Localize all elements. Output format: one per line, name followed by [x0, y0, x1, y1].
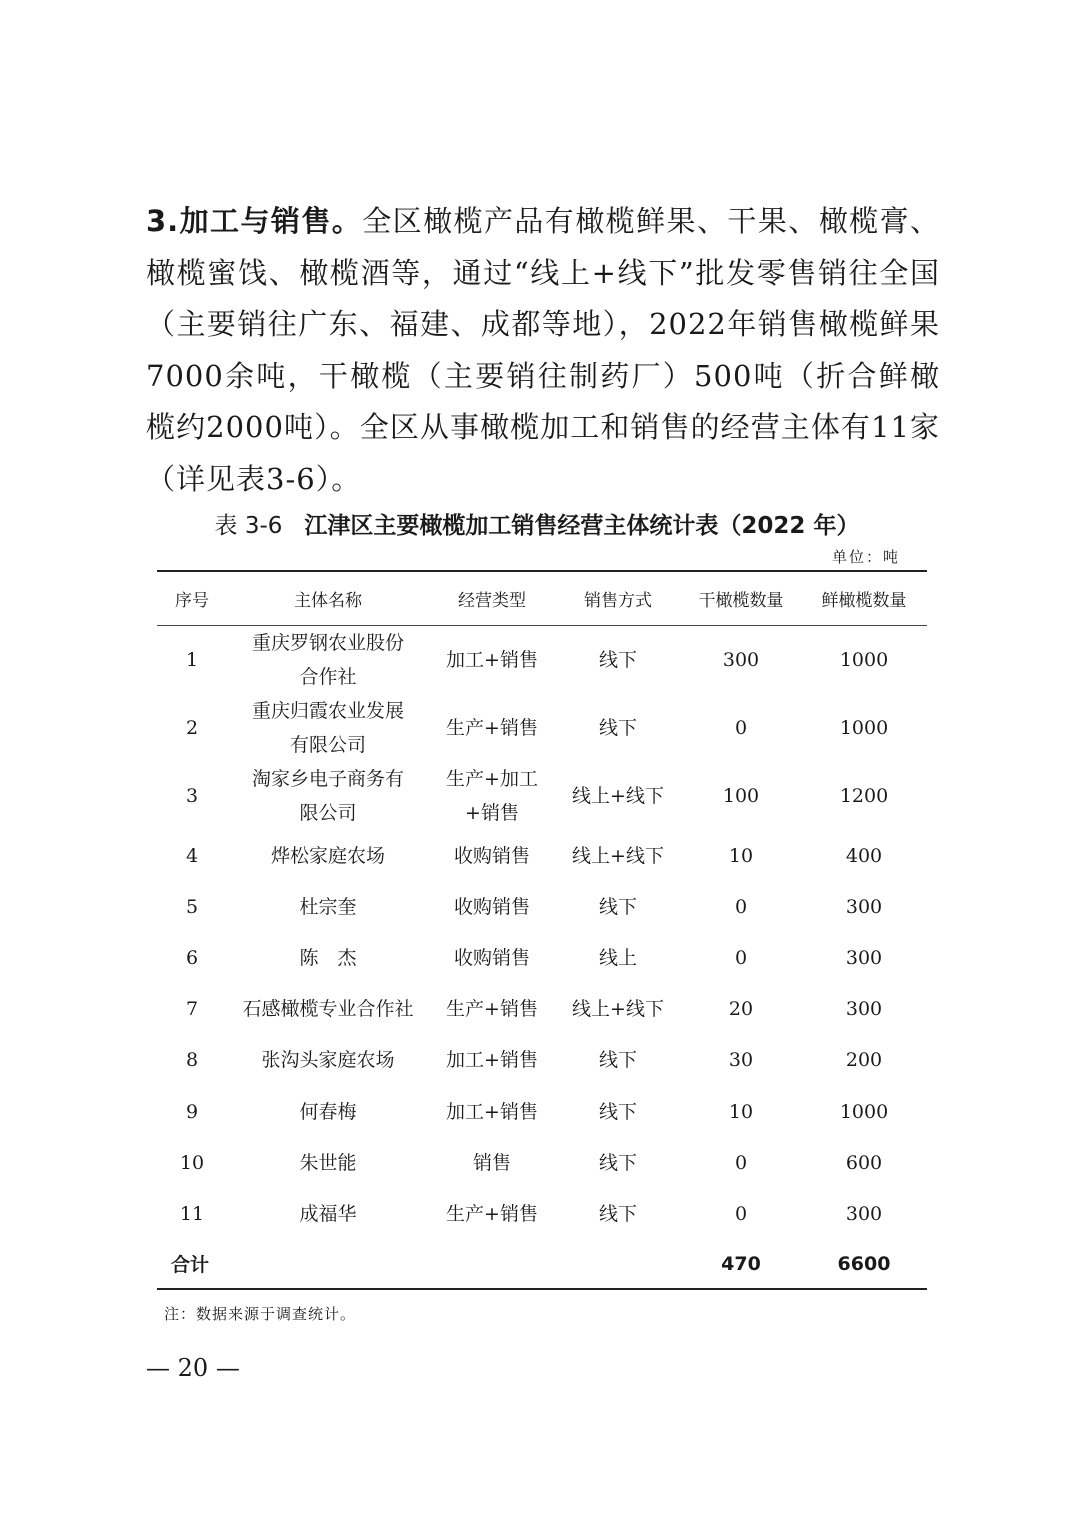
cell-name: 成福华 — [299, 1202, 357, 1225]
cell-dry: 0 — [734, 1151, 748, 1174]
cell-type: 销售 — [472, 1151, 511, 1174]
cell-dry: 0 — [734, 895, 748, 918]
total-label: 合计 — [171, 1254, 210, 1276]
cell-channel: 线上+线下 — [572, 785, 664, 807]
cell-fresh: 1200 — [839, 785, 889, 807]
cell-no: 8 — [185, 1049, 199, 1072]
cell-fresh: 1000 — [839, 717, 889, 739]
data-table — [157, 570, 927, 1290]
cell-fresh: 300 — [845, 946, 883, 969]
header-dry: 干橄榄数量 — [698, 591, 784, 611]
cell-channel: 线上+线下 — [572, 844, 664, 867]
cell-no: 6 — [185, 946, 199, 969]
cell-fresh: 1000 — [839, 649, 889, 671]
cell-dry: 0 — [734, 717, 748, 739]
table-row — [157, 1086, 927, 1137]
cell-type: 生产+销售 — [446, 717, 538, 739]
total-fresh: 6600 — [837, 1252, 891, 1275]
cell-dry: 30 — [728, 1049, 754, 1072]
cell-channel: 线下 — [598, 895, 637, 918]
table-row — [157, 881, 927, 932]
cell-no: 3 — [185, 785, 199, 807]
header-name: 主体名称 — [294, 591, 362, 611]
table-row — [157, 626, 927, 695]
table-total-row — [157, 1240, 927, 1289]
cell-no: 5 — [185, 895, 199, 918]
cell-type: 加工+销售 — [446, 1049, 538, 1072]
cell-no: 11 — [179, 1202, 205, 1225]
cell-fresh: 1000 — [839, 1100, 889, 1123]
header-channel: 销售方式 — [584, 591, 652, 611]
table-unit: 单位：吨 — [831, 548, 900, 566]
cell-channel: 线下 — [598, 1151, 637, 1174]
cell-type: 收购销售 — [453, 946, 530, 969]
cell-type: 收购销售 — [453, 895, 530, 918]
cell-dry: 20 — [728, 998, 754, 1021]
header-fresh: 鲜橄榄数量 — [821, 591, 907, 611]
cell-channel: 线上+线下 — [572, 998, 664, 1021]
cell-no: 2 — [185, 717, 199, 739]
cell-channel: 线上 — [598, 946, 637, 969]
section-heading: 3.加工与销售。 — [146, 204, 363, 238]
cell-no: 4 — [185, 844, 199, 867]
cell-no: 10 — [179, 1151, 205, 1174]
cell-name: 石感橄榄专业合作社 — [242, 998, 414, 1021]
table-number: 表 3-6 — [214, 513, 283, 539]
cell-channel: 线下 — [598, 1100, 637, 1123]
cell-dry: 10 — [728, 844, 754, 867]
total-dry: 470 — [721, 1252, 761, 1275]
table-row — [157, 694, 927, 762]
cell-channel: 线下 — [598, 1049, 637, 1072]
cell-no: 1 — [185, 649, 199, 671]
cell-type: 加工+销售 — [446, 649, 538, 671]
table-caption — [0, 507, 1074, 540]
cell-fresh: 200 — [845, 1049, 883, 1072]
table-row — [157, 1137, 927, 1188]
cell-no: 7 — [185, 998, 199, 1021]
cell-fresh: 600 — [845, 1151, 883, 1174]
cell-name: 烨松家庭农场 — [270, 844, 385, 867]
cell-name: 朱世能 — [299, 1151, 357, 1174]
table-row — [157, 830, 927, 881]
cell-fresh: 300 — [845, 895, 883, 918]
cell-type: 加工+销售 — [446, 1100, 538, 1123]
table-note: 注：数据来源于调查统计。 — [164, 1305, 357, 1323]
cell-type: 生产+加工 +销售 — [446, 768, 538, 824]
header-type: 经营类型 — [458, 591, 526, 611]
cell-dry: 0 — [734, 946, 748, 969]
cell-name: 重庆归霞农业发展 有限公司 — [251, 700, 404, 756]
cell-dry: 300 — [722, 649, 760, 671]
cell-no: 9 — [185, 1100, 199, 1123]
cell-fresh: 300 — [845, 1202, 883, 1225]
cell-fresh: 300 — [845, 998, 883, 1021]
cell-name: 张沟头家庭农场 — [261, 1049, 395, 1072]
cell-dry: 100 — [722, 785, 760, 807]
body-paragraph — [146, 196, 940, 506]
cell-dry: 0 — [734, 1202, 748, 1225]
page-number-value: 20 — [177, 1354, 209, 1382]
cell-name: 何春梅 — [299, 1100, 357, 1123]
cell-channel: 线下 — [598, 1202, 637, 1225]
table-row — [157, 984, 927, 1035]
table-row — [157, 932, 927, 983]
cell-type: 收购销售 — [453, 844, 530, 867]
header-no: 序号 — [175, 591, 209, 611]
cell-channel: 线下 — [598, 649, 637, 671]
cell-name: 陈 杰 — [299, 946, 357, 969]
table-header-row — [157, 571, 927, 626]
cell-type: 生产+销售 — [446, 1202, 538, 1225]
paragraph-text: 全区橄榄产品有橄榄鲜果、干果、橄榄膏、橄榄蜜饯、橄榄酒等，通过“线上+线下”批发零售销往全国（主要销往广东、福建、成都等地），2022年销售橄榄鲜果7000余吨，干橄榄（主要销往制药厂）500吨（折合鲜橄榄约2000吨）。全区从事橄榄加工和销售的经营主体有11家（详见表3-6）。 — [146, 204, 940, 496]
cell-fresh: 400 — [845, 844, 883, 867]
cell-type: 生产+销售 — [446, 998, 538, 1021]
table-row — [157, 762, 927, 830]
cell-name: 重庆罗钢农业股份 合作社 — [251, 632, 404, 688]
page-number: — 20 — — [146, 1354, 240, 1382]
table-title: 江津区主要橄榄加工销售经营主体统计表（2022 年） — [304, 513, 860, 539]
cell-channel: 线下 — [598, 717, 637, 739]
cell-dry: 10 — [728, 1100, 754, 1123]
table-row — [157, 1188, 927, 1239]
table-row — [157, 1035, 927, 1086]
cell-name: 淘家乡电子商务有 限公司 — [251, 768, 404, 824]
cell-name: 杜宗奎 — [299, 895, 357, 918]
